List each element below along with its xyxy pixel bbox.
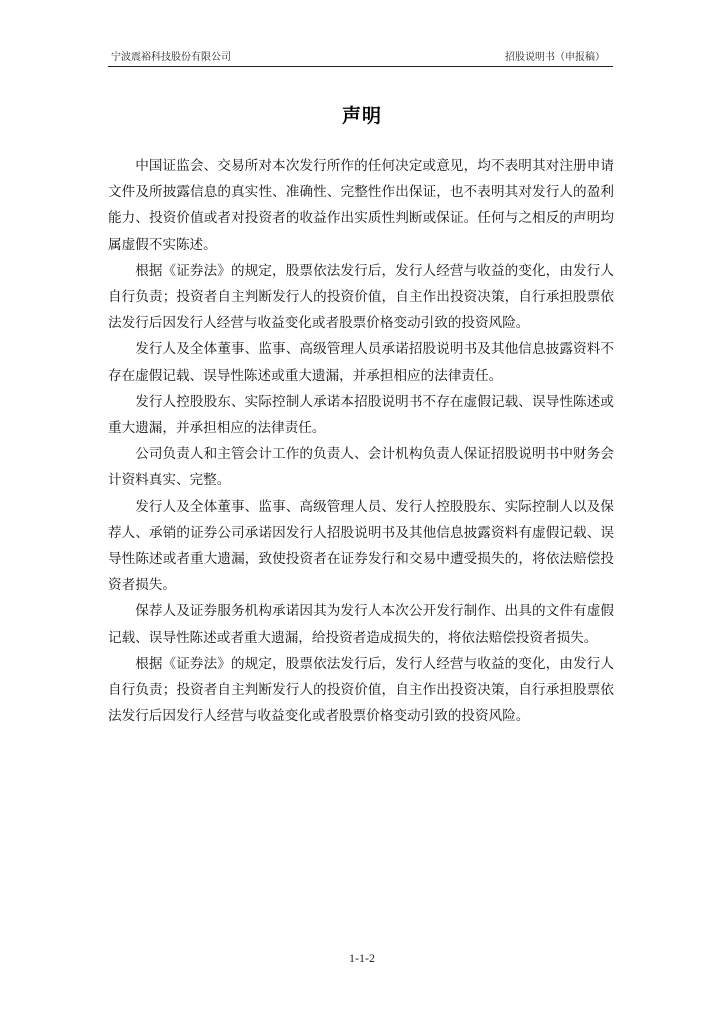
header-company-name: 宁波震裕科技股份有限公司 — [111, 52, 231, 63]
declaration-body — [108, 153, 614, 729]
paragraph-compensation-commitment: 发行人及全体董事、监事、高级管理人员、发行人控股股东、实际控制人以及保荐人、承销的证券公司承诺因发行人招股说明书及其他信息披露资料有虚假记载、误导性陈述或者重大遗漏，致使投资者在证券发行和交易中遭受损失的，将依法赔偿投资者损失。 — [108, 498, 614, 594]
paragraph-controlling-shareholder-commitment: 发行人控股股东、实际控制人承诺本招股说明书不存在虚假记载、误导性陈述或重大遗漏，并承担相应的法律责任。 — [108, 393, 614, 437]
paragraph-sponsor-commitment: 保荐人及证券服务机构承诺因其为发行人本次公开发行制作、出具的文件有虚假记载、误导性陈述或者重大遗漏，给投资者造成损失的，将依法赔偿投资者损失。 — [108, 603, 614, 646]
page-header — [108, 51, 613, 67]
paragraph-csrc-disclaimer: 中国证监会、交易所对本次发行所作的任何决定或意见，均不表明其对注册申请文件及所披露信息的真实性、准确性、完整性作出保证，也不表明其对发行人的盈利能力、投资价值或者对投资者的收益作出实质性判断或保证。任何与之相反的声明均属虚假不实陈述。 — [108, 158, 614, 253]
page-title: 声明 — [341, 105, 382, 127]
page-number: 1-1-2 — [349, 951, 375, 965]
header-document-type: 招股说明书（申报稿） — [505, 52, 605, 63]
paragraph-directors-commitment: 发行人及全体董事、监事、高级管理人员承诺招股说明书及其他信息披露资料不存在虚假记载、误导性陈述或重大遗漏，并承担相应的法律责任。 — [108, 341, 614, 384]
paragraph-financial-accuracy: 公司负责人和主管会计工作的负责人、会计机构负责人保证招股说明书中财务会计资料真实、完整。 — [108, 446, 614, 489]
paragraph-securities-law: 根据《证券法》的规定，股票依法发行后，发行人经营与收益的变化，由发行人自行负责；投资者自主判断发行人的投资价值，自主作出投资决策，自行承担股票依法发行后因发行人经营与收益变化或者股票价格变动引致的投资风险。 — [108, 655, 614, 725]
header-divider — [108, 66, 613, 67]
paragraph-investment-risk: 根据《证券法》的规定，股票依法发行后，发行人经营与收益的变化，由发行人自行负责；投资者自主判断发行人的投资价值，自主作出投资决策，自行承担股票依法发行后因发行人经营与收益变化或者股票价格变动引致的投资风险。 — [108, 262, 614, 332]
